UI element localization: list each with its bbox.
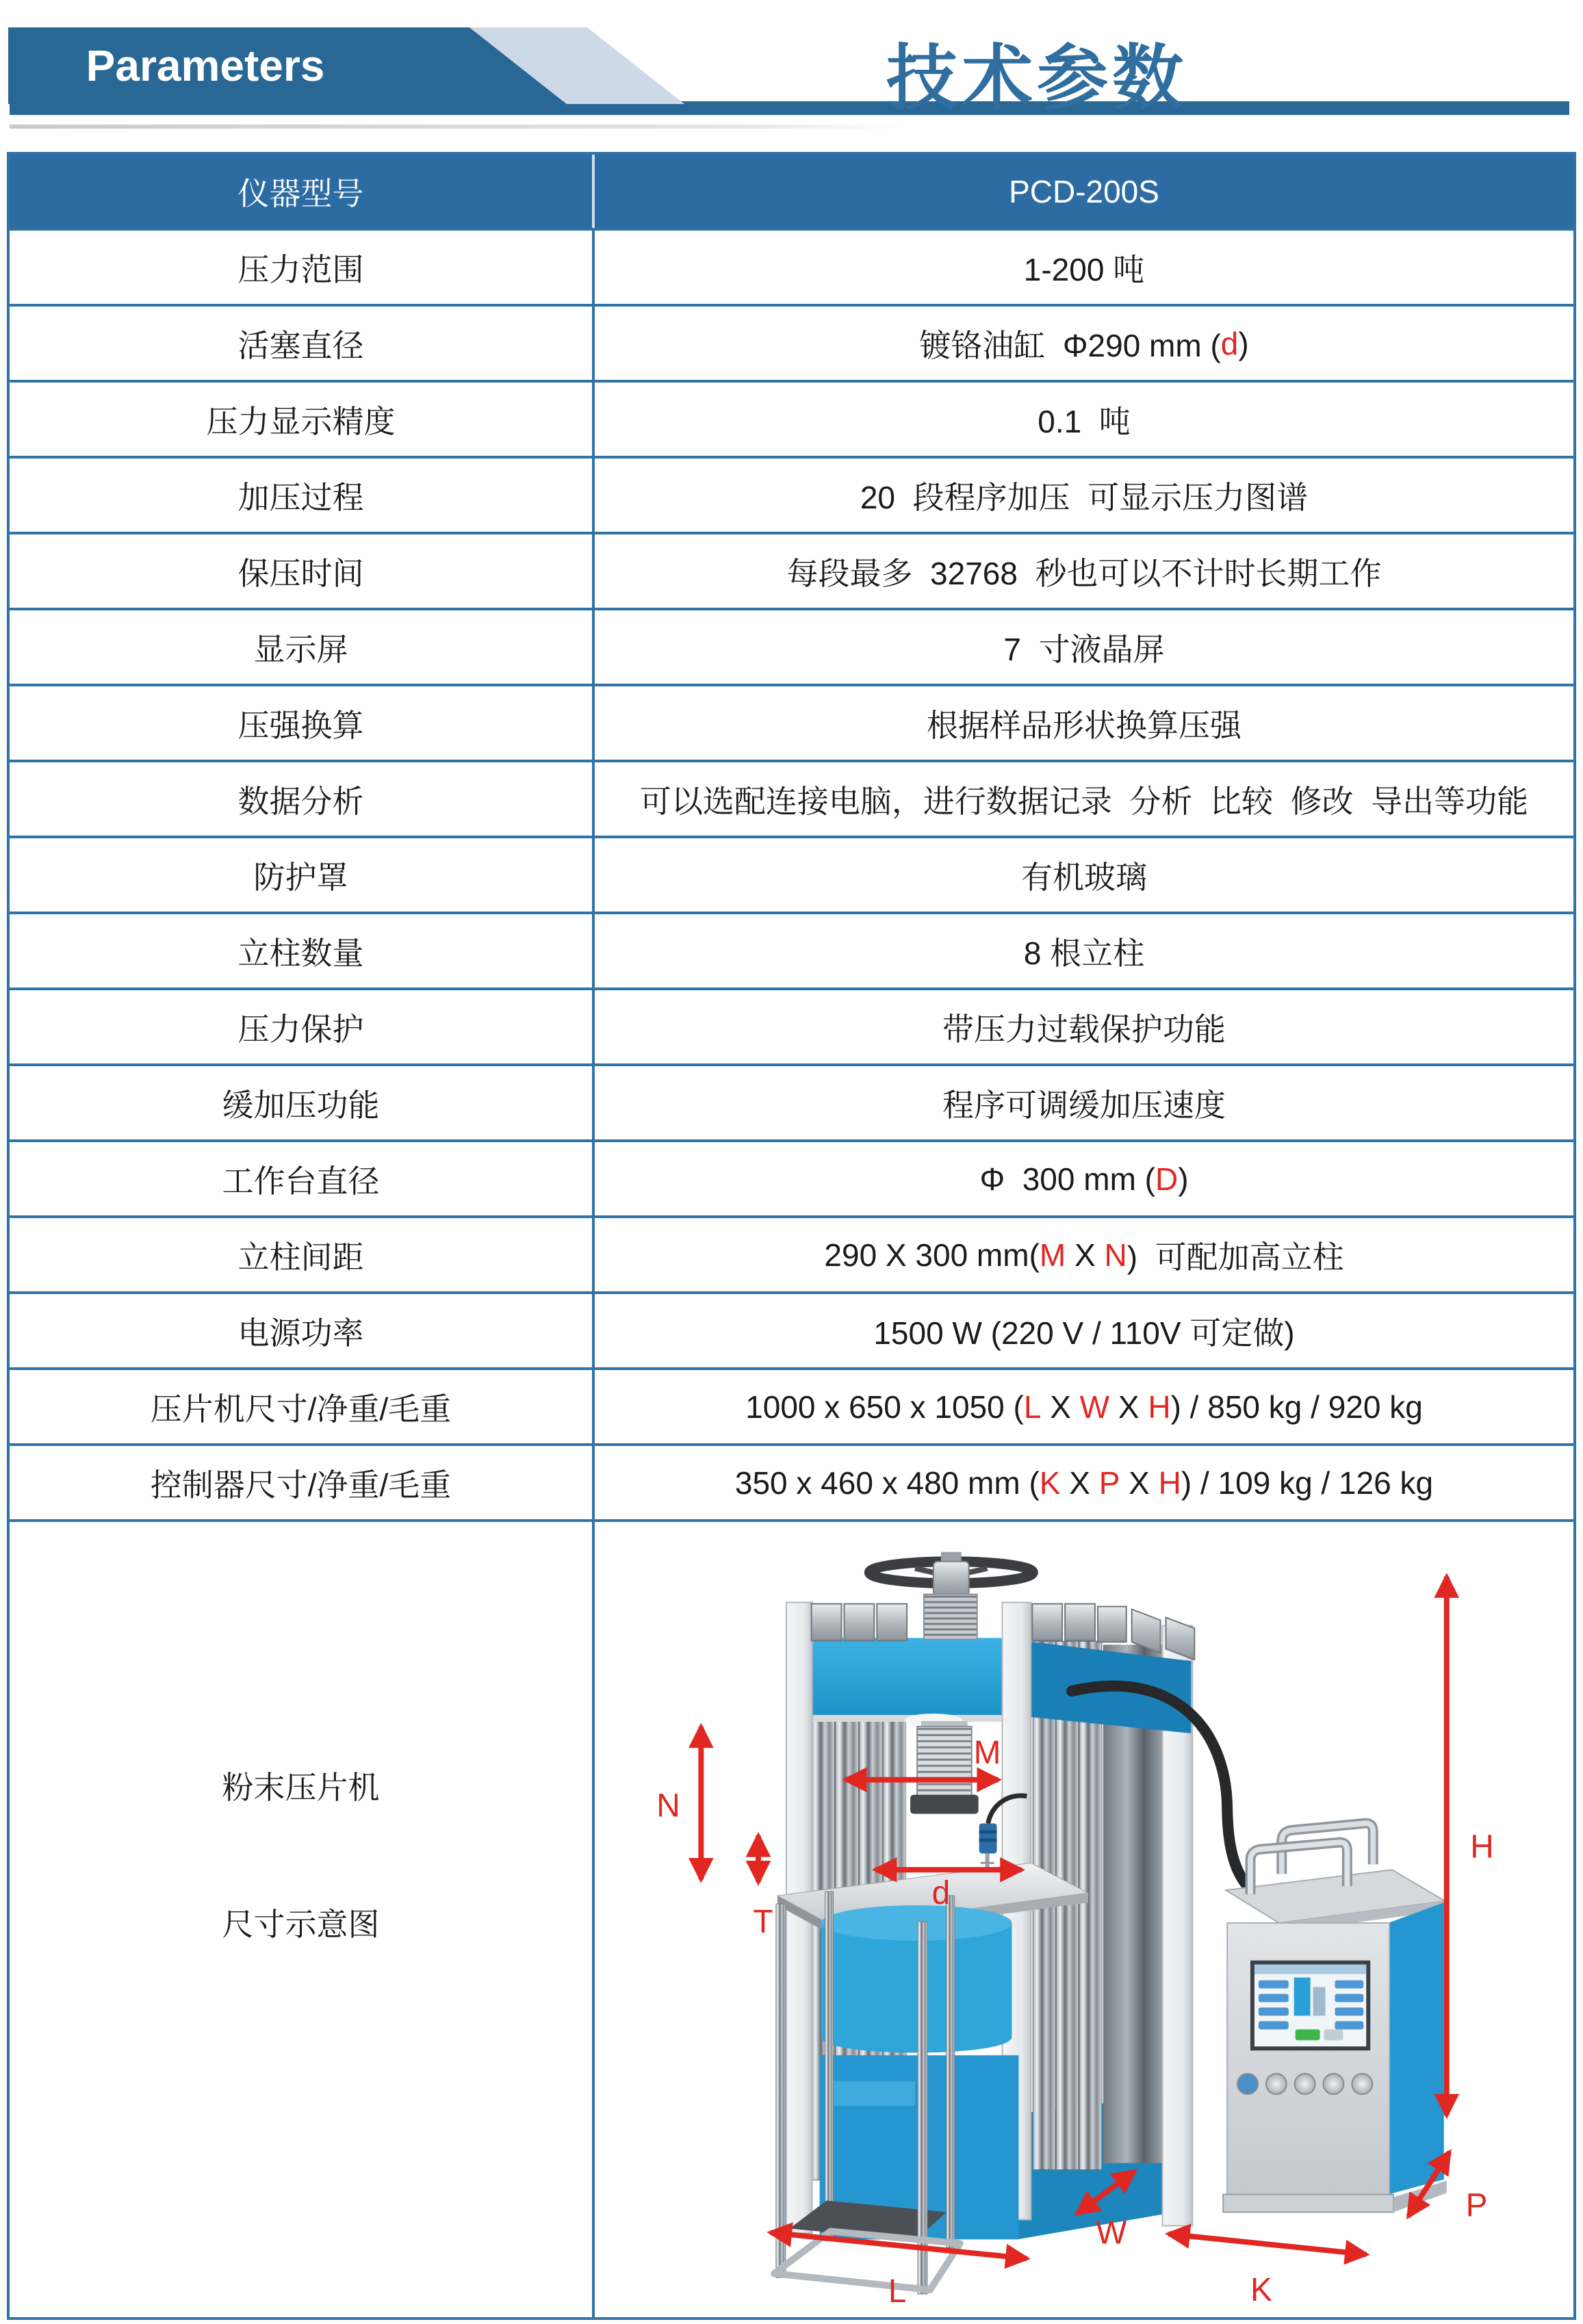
table-row xyxy=(10,1063,1573,1139)
row-value xyxy=(595,1218,1573,1291)
value-segment: 带压力过载保护功能 xyxy=(942,1011,1226,1047)
touchscreen[interactable] xyxy=(1252,1963,1368,2049)
value-segment-red: M xyxy=(1039,1237,1066,1273)
row-value xyxy=(595,838,1573,912)
table-row xyxy=(10,1291,1573,1367)
value-segment: 根据样品形状换算压强 xyxy=(927,707,1241,743)
press-machine xyxy=(774,1552,1194,2294)
row-value xyxy=(595,610,1573,684)
value-segment-red: N xyxy=(1104,1237,1127,1273)
dim-label-L: L xyxy=(888,2273,907,2310)
value-segment: 镀铬油缸 Φ290 mm ( xyxy=(919,327,1221,363)
row-value xyxy=(595,1446,1573,1519)
table-header-row xyxy=(10,155,1573,228)
row-label: 压强换算 xyxy=(10,686,595,760)
row-label: 加压过程 xyxy=(10,459,595,532)
handwheel xyxy=(869,1552,1033,1596)
row-value xyxy=(595,990,1573,1063)
value-segment: 有机玻璃 xyxy=(1021,859,1147,895)
row-label: 工作台直径 xyxy=(10,1142,595,1215)
header-value-cell: PCD-200S xyxy=(1009,173,1159,209)
dim-label-P: P xyxy=(1465,2187,1488,2224)
header-label-cell: 仪器型号 xyxy=(10,155,595,228)
row-label: 压片机尺寸/净重/毛重 xyxy=(10,1370,595,1443)
row-value xyxy=(595,1370,1573,1443)
figure-canvas xyxy=(595,1522,1573,2317)
banner-shadow-line xyxy=(10,125,906,129)
value-segment: X xyxy=(1120,1464,1159,1501)
row-label: 防护罩 xyxy=(10,838,595,912)
page-title: 技术参数 xyxy=(886,39,1188,118)
row-value xyxy=(595,1142,1573,1215)
value-segment: ) 可配加高立柱 xyxy=(1127,1239,1344,1275)
table-row xyxy=(10,987,1573,1063)
dim-arrow-K xyxy=(1168,2234,1366,2254)
value-segment-red: d xyxy=(1220,325,1239,361)
value-segment-red: K xyxy=(1039,1464,1061,1501)
table-row xyxy=(10,228,1573,304)
table-row xyxy=(10,1215,1573,1291)
dim-label-M: M xyxy=(973,1734,1001,1771)
table-row xyxy=(10,760,1573,836)
value-segment: 7 寸液晶屏 xyxy=(1003,631,1165,667)
value-segment: ) / 109 kg / 126 kg xyxy=(1181,1464,1434,1501)
value-segment-red: P xyxy=(1098,1464,1120,1501)
controller-unit xyxy=(1223,1823,1447,2212)
row-value xyxy=(595,383,1573,456)
value-segment-red: D xyxy=(1155,1161,1179,1197)
figure-caption-cell xyxy=(10,1522,595,2317)
value-segment: 290 X 300 mm( xyxy=(824,1237,1040,1273)
figure-caption-line2: 尺寸示意图 xyxy=(222,1907,380,1942)
value-segment: ) / 850 kg / 920 kg xyxy=(1170,1389,1423,1425)
row-label: 控制器尺寸/净重/毛重 xyxy=(10,1446,595,1519)
banner xyxy=(0,0,1583,137)
value-segment: Φ 300 mm ( xyxy=(979,1161,1155,1197)
figure-caption-line1: 粉末压片机 xyxy=(222,1770,380,1805)
row-label: 压力显示精度 xyxy=(10,383,595,456)
row-value xyxy=(595,1066,1573,1139)
row-value xyxy=(595,762,1573,836)
row-label: 显示屏 xyxy=(10,610,595,684)
value-segment: 可以选配连接电脑，进行数据记录 分析 比较 修改 导出等功能 xyxy=(639,783,1529,819)
table-row xyxy=(10,380,1573,456)
row-label: 数据分析 xyxy=(10,762,595,836)
table-row xyxy=(10,456,1573,532)
dim-label-T: T xyxy=(753,1903,773,1940)
row-value xyxy=(595,307,1573,380)
row-label: 立柱数量 xyxy=(10,914,595,987)
value-segment: 每段最多 32768 秒也可以不计时长期工作 xyxy=(786,555,1382,591)
row-label: 立柱间距 xyxy=(10,1218,595,1291)
dimension-diagram xyxy=(595,1522,1573,2317)
row-value xyxy=(595,914,1573,987)
dim-label-d: d xyxy=(931,1875,951,1912)
value-segment-red: L xyxy=(1023,1389,1042,1425)
table-row xyxy=(10,684,1573,760)
value-segment: X xyxy=(1060,1464,1099,1501)
dim-label-H: H xyxy=(1470,1829,1494,1865)
value-segment: 1500 W (220 V / 110V 可定做) xyxy=(873,1315,1295,1351)
row-label: 压力保护 xyxy=(10,990,595,1063)
table-row xyxy=(10,836,1573,912)
value-segment: 20 段程序加压 可显示压力图谱 xyxy=(860,479,1309,515)
row-value xyxy=(595,534,1573,608)
row-label: 缓加压功能 xyxy=(10,1066,595,1139)
value-segment: 350 x 460 x 480 mm ( xyxy=(734,1464,1040,1501)
value-segment: X xyxy=(1109,1389,1148,1425)
value-segment: 1-200 吨 xyxy=(1023,251,1145,287)
value-segment: 1000 x 650 x 1050 ( xyxy=(745,1389,1024,1425)
row-label: 压力范围 xyxy=(10,231,595,304)
spec-table xyxy=(7,152,1576,2320)
row-label: 活塞直径 xyxy=(10,307,595,380)
dim-label-W: W xyxy=(1096,2215,1127,2251)
value-segment: 程序可调缓加压速度 xyxy=(942,1087,1226,1123)
piston xyxy=(910,1721,979,1814)
row-label: 保压时间 xyxy=(10,534,595,608)
table-row xyxy=(10,608,1573,684)
value-segment: X xyxy=(1041,1389,1080,1425)
table-row xyxy=(10,304,1573,380)
table-row xyxy=(10,1443,1573,1519)
table-row xyxy=(10,532,1573,608)
table-row xyxy=(10,912,1573,987)
table-row xyxy=(10,1139,1573,1215)
value-segment: 0.1 吨 xyxy=(1038,403,1131,439)
row-value xyxy=(595,459,1573,532)
banner-tag: Parameters xyxy=(86,41,325,90)
dim-label-K: K xyxy=(1250,2272,1272,2309)
row-value xyxy=(595,1294,1573,1367)
value-segment-red: H xyxy=(1148,1389,1171,1425)
table-row xyxy=(10,1367,1573,1443)
row-value xyxy=(595,686,1573,760)
value-segment: X xyxy=(1066,1237,1105,1273)
row-value xyxy=(595,231,1573,304)
dim-label-N: N xyxy=(656,1787,680,1824)
value-segment: 8 根立柱 xyxy=(1023,935,1145,971)
value-segment-red: H xyxy=(1158,1464,1181,1501)
figure-row xyxy=(10,1519,1573,2317)
value-segment-red: W xyxy=(1079,1389,1110,1425)
value-segment: ) xyxy=(1238,325,1249,361)
value-segment: ) xyxy=(1178,1161,1189,1197)
row-label: 电源功率 xyxy=(10,1294,595,1367)
